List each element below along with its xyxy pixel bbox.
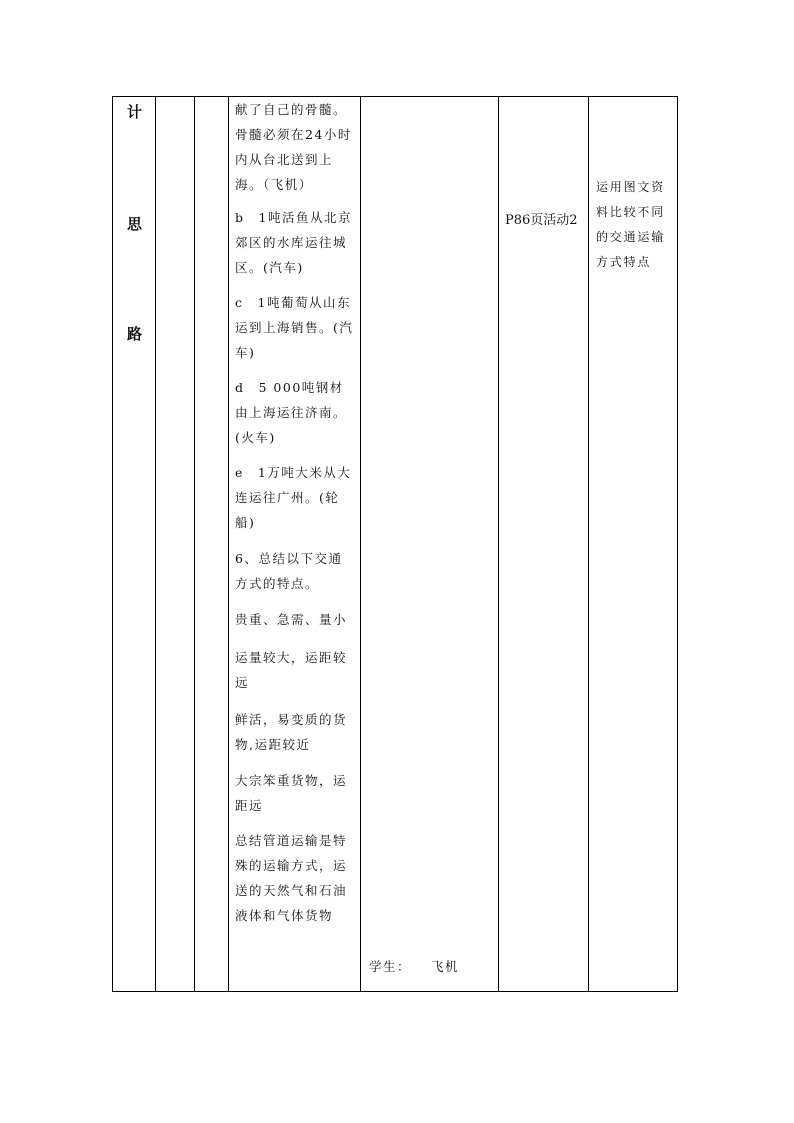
- lesson-plan-table: [112, 96, 678, 992]
- content-paragraph: 贵重、急需、量小: [235, 612, 348, 627]
- content-paragraph: 大宗笨重货物，运距远: [235, 773, 348, 813]
- content-paragraph: 总结管道运输是特殊的运输方式，运送的天然气和石油液体和气体货物: [235, 833, 348, 923]
- design-purpose: 运用图文资料比较不同的交通运输方式特点: [596, 180, 666, 269]
- student-label: 学生：: [369, 959, 412, 974]
- column-divider: [228, 97, 229, 991]
- content-paragraph: c 1吨葡萄从山东运到上海销售。(汽车): [235, 295, 354, 360]
- column-divider: [360, 97, 361, 991]
- content-paragraph: 6、总结以下交通方式的特点。: [235, 551, 343, 591]
- section-label-char: 计: [126, 103, 142, 121]
- content-paragraph: e 1万吨大米从大连运往广州。(轮船): [235, 465, 352, 530]
- column-divider: [194, 97, 195, 991]
- student-answer-text: 飞机: [431, 959, 460, 974]
- activity-reference: P86页活动2: [505, 213, 578, 228]
- content-paragraph: 献了自己的骨髓。骨髓必须在24小时内从台北送到上海。（飞机）: [235, 102, 352, 192]
- column-divider: [498, 97, 499, 991]
- content-paragraph: 鲜活，易变质的货物,运距较近: [235, 712, 348, 752]
- content-paragraph: b 1吨活鱼从北京郊区的水库运往城区。(汽车): [235, 210, 352, 275]
- section-label-char: 思: [126, 215, 142, 233]
- student-answer: [369, 957, 459, 977]
- content-paragraph: 运量较大，运距较远: [235, 650, 348, 690]
- column-divider: [588, 97, 589, 991]
- content-paragraph: d 5 000吨钢材由上海运往济南。(火车): [235, 380, 348, 445]
- section-label-char: 路: [126, 325, 142, 343]
